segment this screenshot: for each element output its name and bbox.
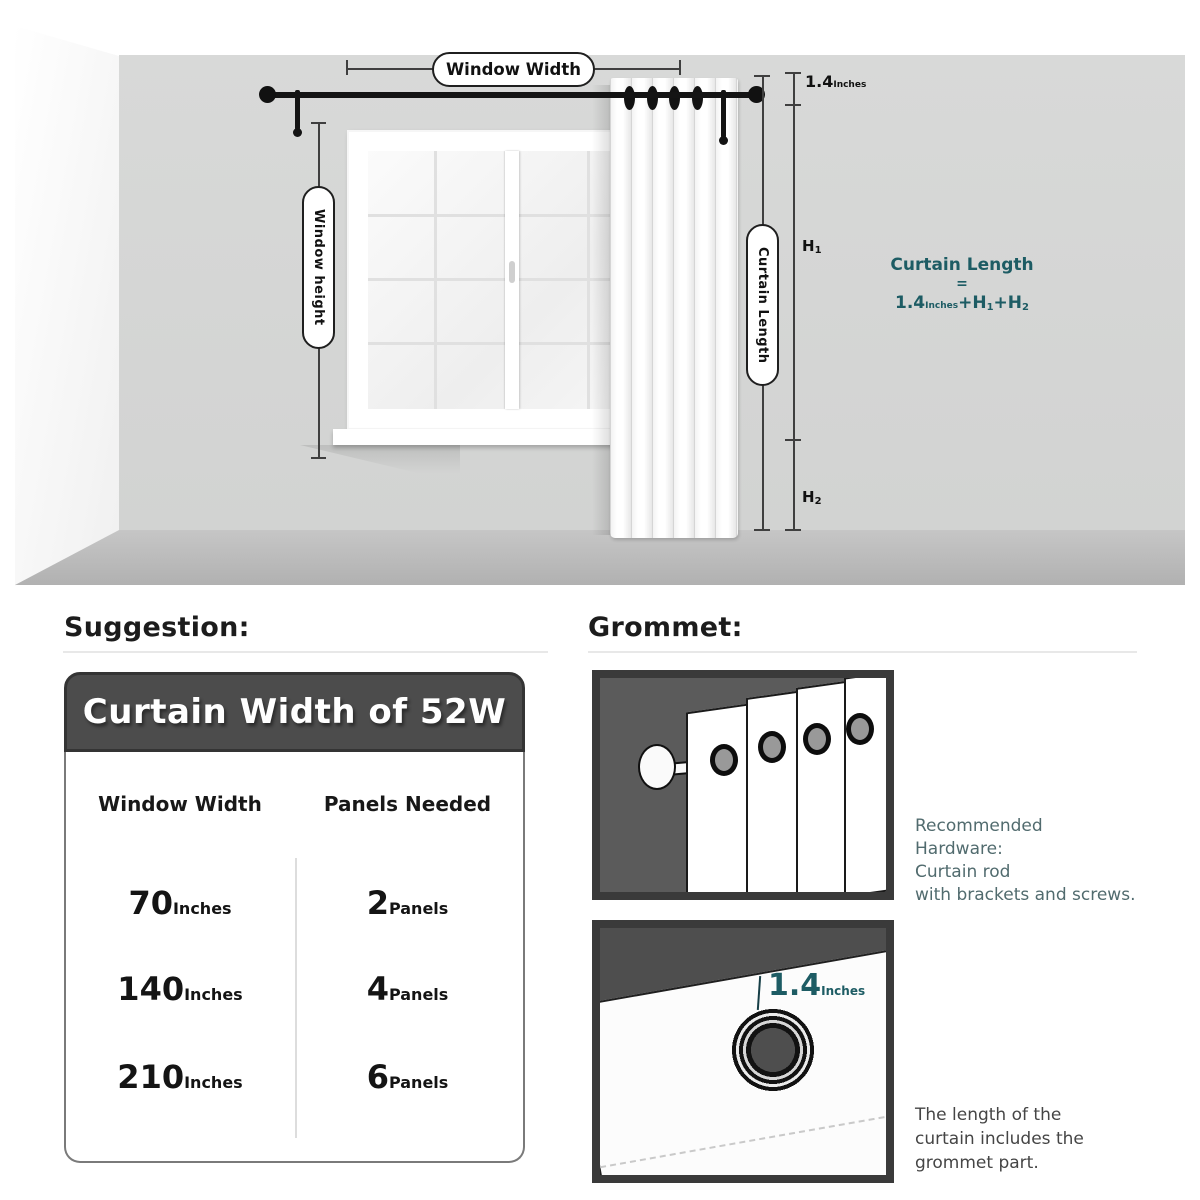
dimension-line (318, 348, 320, 458)
dimension-tick (785, 72, 801, 74)
dimension-tick (311, 122, 326, 124)
table-row-cell (70, 884, 290, 932)
grommet-ring-icon (710, 744, 738, 776)
h2-base: H (802, 488, 815, 506)
formula-plus-h2: +H (993, 293, 1023, 313)
formula-sub2: 2 (1022, 302, 1029, 313)
hardware-caption (915, 815, 1155, 907)
left-wall (15, 20, 119, 590)
dimension-tick (785, 104, 801, 106)
caption-line: Curtain rod (915, 862, 1011, 882)
window-handle (509, 261, 515, 283)
dimension-tick (785, 529, 801, 531)
dimension-tick (785, 439, 801, 441)
curtain-panel-icon (686, 704, 748, 900)
window-height-text: Window height (311, 209, 326, 326)
table-title (64, 672, 525, 752)
formula-unit: Inches (925, 301, 959, 311)
grommet-hardware-image (592, 670, 894, 900)
rod-bracket (295, 90, 300, 130)
curtain-rod (268, 92, 755, 98)
curtain-panel-icon (844, 670, 894, 897)
grommet-closeup-image (592, 920, 894, 1183)
window-width-text: Window Width (445, 60, 582, 79)
panels-value: 4 (366, 970, 389, 1008)
width-unit: Inches (172, 899, 232, 918)
suggestion-heading: Suggestion: (64, 612, 250, 643)
h1-label (802, 237, 822, 256)
caption-line: The length of the (915, 1105, 1062, 1125)
table-row-cell (70, 1058, 290, 1106)
rod-bracket (721, 90, 726, 138)
panels-value: 2 (366, 884, 389, 922)
formula-equals: = (956, 276, 968, 292)
window-sash-divider (505, 151, 519, 409)
top-gap-label (805, 72, 866, 91)
caption-line: with brackets and screws. (915, 885, 1136, 905)
window-height-label (302, 186, 335, 349)
dimension-tick (754, 529, 770, 531)
width-unit: Inches (184, 985, 243, 1004)
grommet-ring-icon (729, 1006, 817, 1094)
panels-unit: Panels (388, 1073, 449, 1092)
width-unit: Inches (184, 1073, 243, 1092)
dimension-tick (346, 60, 348, 75)
h2-sub: 2 (814, 496, 822, 507)
grommet-icon (647, 86, 658, 110)
grommet-size-label (768, 968, 865, 1003)
grommet-icon (669, 86, 680, 110)
panels-value: 6 (366, 1058, 389, 1096)
caption-line: grommet part. (915, 1153, 1039, 1173)
table-row-cell (70, 970, 290, 1018)
grommet-ring-icon (758, 731, 786, 763)
width-value: 70 (128, 884, 173, 922)
grommet-ring-icon (803, 723, 831, 755)
curtain-panel (610, 78, 738, 538)
formula-sub1: 1 (986, 302, 994, 313)
curtain-length-label (746, 224, 779, 386)
table-row-cell (300, 1058, 515, 1106)
h1-sub: 1 (814, 245, 822, 256)
grommet-icon (624, 86, 635, 110)
finial-icon (638, 744, 676, 790)
table-title-text: Curtain Width of 52W (82, 692, 507, 732)
curtain-length-formula (878, 256, 1046, 317)
grommet-size-unit: Inches (821, 984, 866, 998)
dimension-tick (754, 75, 770, 77)
column-header-window-width: Window Width (98, 792, 262, 816)
formula-line1: Curtain Length (890, 255, 1034, 275)
grommet-ring-icon (846, 713, 874, 745)
h2-label (802, 488, 822, 507)
width-value: 210 (117, 1058, 185, 1096)
caption-line: curtain includes the (915, 1129, 1084, 1149)
top-gap-unit: Inches (833, 80, 867, 90)
finial-icon (259, 86, 276, 103)
top-gap-value: 1.4 (805, 72, 834, 91)
dimension-line (793, 72, 795, 530)
table-row-cell (300, 884, 515, 932)
dimension-tick (311, 457, 326, 459)
caption-line: Hardware: (915, 839, 1003, 859)
table-row-cell (300, 970, 515, 1018)
grommet-heading: Grommet: (588, 612, 743, 643)
window-width-label (432, 52, 595, 87)
column-header-panels-needed: Panels Needed (323, 792, 492, 816)
dimension-line (318, 122, 320, 188)
floor (15, 530, 1185, 585)
formula-plus-h1: +H (958, 293, 987, 313)
length-caption (915, 1103, 1155, 1175)
formula-line3 (878, 294, 1046, 317)
curtain-shadow (592, 85, 612, 535)
window-muntin (434, 151, 437, 409)
grommet-icon (692, 86, 703, 110)
h1-base: H (802, 237, 815, 255)
suggestion-rule (63, 651, 548, 653)
curtain-length-text: Curtain Length (755, 246, 770, 364)
grommet-size-value: 1.4 (768, 968, 822, 1003)
window-muntin (587, 151, 590, 409)
panels-unit: Panels (388, 899, 449, 918)
dimension-tick (679, 60, 681, 75)
formula-value: 1.4 (895, 293, 926, 313)
grommet-rule (588, 651, 1137, 653)
caption-line: Recommended (915, 816, 1043, 836)
panels-unit: Panels (388, 985, 449, 1004)
width-value: 140 (117, 970, 185, 1008)
table-column-divider (295, 858, 297, 1138)
